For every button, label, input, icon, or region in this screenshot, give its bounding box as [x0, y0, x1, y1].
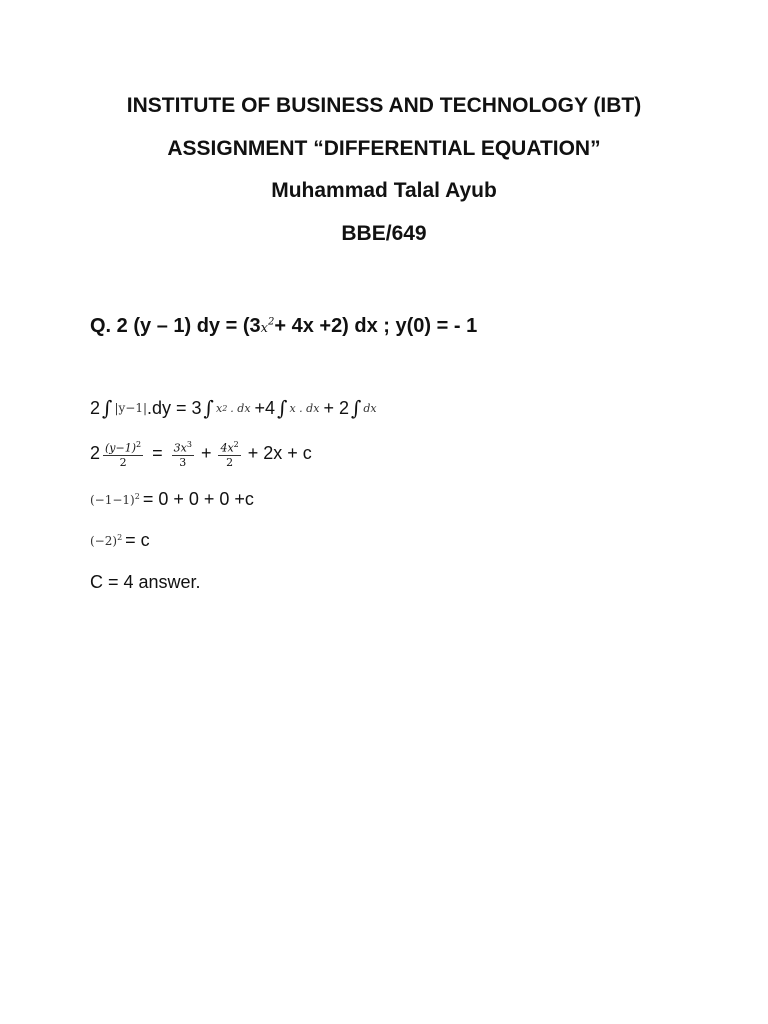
- step2-equals: =: [152, 442, 163, 463]
- step2-frac2-pow: 3: [186, 440, 192, 449]
- integral-sign-icon: ∫: [277, 396, 288, 420]
- step3-lhs: (−1−1): [90, 493, 135, 507]
- question-var: x: [260, 321, 268, 336]
- student-name: Muhammad Talal Ayub: [271, 179, 497, 202]
- step4-pow: 2: [117, 533, 123, 542]
- step3-pow: 2: [134, 492, 140, 501]
- solution-step-1: [90, 396, 377, 420]
- assignment-title: ASSIGNMENT “DIFFERENTIAL EQUATION”: [167, 136, 601, 160]
- step1-dx-1: . dx: [230, 401, 251, 415]
- step1-integrand-1: x: [215, 401, 223, 415]
- question-suffix: + 4x +2) dx ; y(0) = - 1: [274, 315, 478, 337]
- solution-step-2: [90, 438, 312, 469]
- step2-frac1-pow: 2: [136, 440, 142, 449]
- step1-integrand-2: x . dx: [289, 401, 320, 415]
- step2-frac3-num: 4x: [220, 441, 234, 455]
- institute-title: INSTITUTE OF BUSINESS AND TECHNOLOGY (IBT): [126, 94, 642, 117]
- fraction: [218, 438, 240, 469]
- step2-tail: + 2x + c: [247, 442, 312, 463]
- step1-integrand-3: dx: [363, 401, 377, 415]
- step1-power-1: 2: [222, 403, 228, 413]
- question-statement: [90, 315, 477, 338]
- step4-rhs: = c: [125, 530, 150, 550]
- step2-frac2-den: 3: [179, 455, 187, 469]
- integral-sign-icon: ∫: [102, 396, 113, 420]
- solution-step-4: [90, 530, 150, 551]
- step2-frac3-den: 2: [226, 455, 234, 469]
- step4-lhs: (−2): [90, 534, 118, 548]
- question-power: 2: [267, 316, 275, 328]
- step2-frac1-num: (y−1): [105, 441, 137, 455]
- step1-integrand-left: |y−1|: [114, 401, 147, 415]
- step2-frac2-num: 3x: [173, 441, 187, 455]
- integral-sign-icon: ∫: [350, 396, 362, 420]
- step2-frac3-pow: 2: [233, 440, 239, 449]
- fraction: [172, 438, 194, 469]
- step1-plus-4: +4: [254, 397, 276, 418]
- final-answer: C = 4 answer.: [90, 572, 201, 592]
- step3-rhs: = 0 + 0 + 0 +c: [142, 489, 254, 509]
- fraction: [103, 438, 143, 469]
- step1-mid: .dy = 3: [147, 397, 202, 418]
- step2-frac1-den: 2: [119, 455, 127, 469]
- step1-coef: 2: [90, 397, 101, 418]
- question-prefix: Q. 2 (y – 1) dy = (3: [90, 315, 261, 337]
- roll-number: BBE/649: [341, 221, 427, 245]
- step2-plus: +: [200, 442, 212, 463]
- document-header: [0, 95, 768, 265]
- integral-sign-icon: ∫: [203, 396, 214, 420]
- step1-plus-2: + 2: [323, 397, 349, 418]
- solution-step-3: [90, 489, 254, 510]
- step2-coef: 2: [90, 442, 101, 463]
